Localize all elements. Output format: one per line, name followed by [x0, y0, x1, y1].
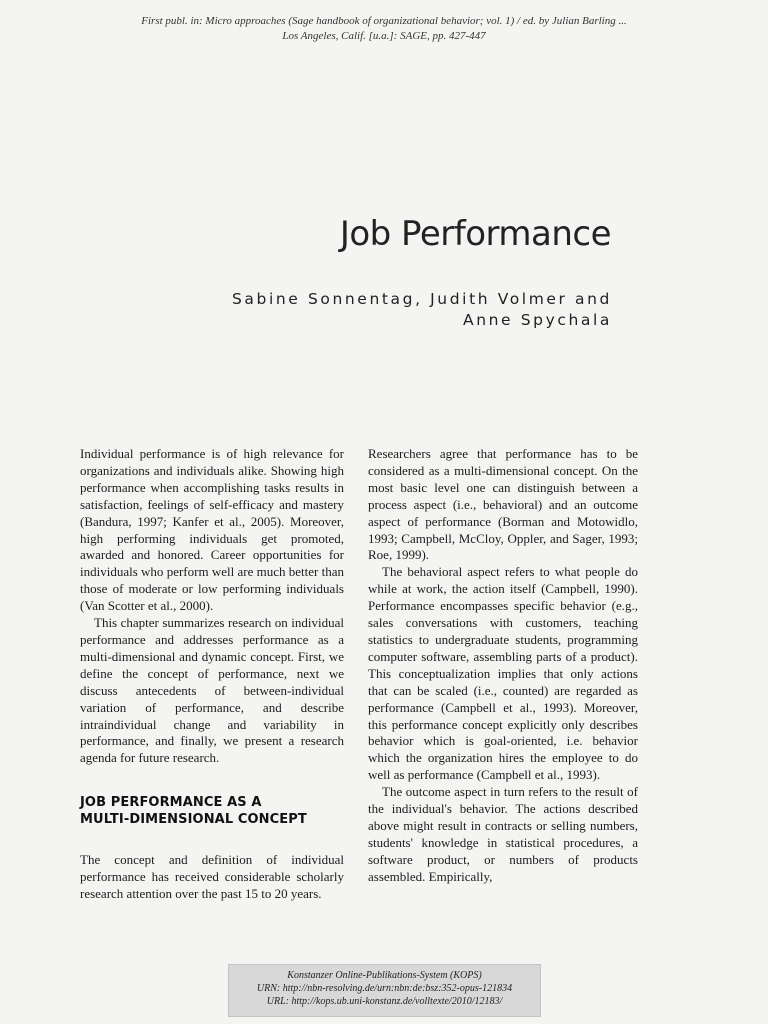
intro-paragraph-1: Individual performance is of high relevance for organizations and individuals alike. Showing high performance when accomplishing tasks results in satisfaction, feelings of self-efficacy and mastery (Bandura, 1997; Kanfer et al., 2005). Moreover, high performing individuals get promoted, awarded and honored. Career opportunities for individuals who perform well are much better than those of moderate or low performing individuals (Van Scotter et al., 2000). [80, 446, 344, 614]
authors-line-1: Sabine Sonnentag, Judith Volmer and [231, 290, 612, 308]
authors-line-2: Anne Spychala [462, 311, 612, 329]
section-heading-line-2: MULTI-DIMENSIONAL CONCEPT [80, 812, 307, 828]
right-paragraph-2: The behavioral aspect refers to what people do while at work, the action itself (Campbell, 1990). Performance encompasses specific behavior (e.g., sales conversations with customers, teaching statistics to undergraduate students, programming computer software, assembling parts of a product). This conceptualization implies that only actions that can be scaled (i.e., counted) are regarded as performance (Campbell et al., 1993). Moreover, this performance concept explicitly only describes behavior which is goal-oriented, i.e. behavior which the organization hires the employee to do well as performance (Campbell et al., 1993). [368, 564, 638, 783]
repository-urn: URN: http://nbn-resolving.de/urn:nbn:de:bsz:352-opus-121834 [256, 983, 513, 994]
publication-note-line-1: First publ. in: Micro approaches (Sage handbook of organizational behavior; vol. 1) / ed. by Julian Barling ... [141, 15, 627, 27]
publication-note-line-2: Los Angeles, Calif. [u.a.]: SAGE, pp. 427-447 [282, 30, 486, 42]
intro-paragraph-2: This chapter summarizes research on individual performance and addresses performance as a multi-dimensional and dynamic concept. First, we define the concept of performance, next we discuss antecedents of between-individual variation of performance, and describe intraindividual change and variability in performance, and finally, we present a research agenda for future research. [80, 615, 344, 766]
publication-note [60, 14, 708, 44]
section-heading-line-1: JOB PERFORMANCE AS A [80, 795, 262, 811]
left-column [80, 446, 344, 903]
section-heading [80, 794, 344, 828]
right-paragraph-1: Researchers agree that performance has to be considered as a multi-dimensional concept. On the most basic level one can distinguish between a process aspect (i.e., behavioral) and an outcome aspect of performance (Borman and Motowidlo, 1993; Campbell, McCloy, Oppler, and Sager, 1993; Roe, 1999). [368, 446, 638, 563]
repository-stamp-line-1: Konstanzer Online-Publikations-System (KOPS) [287, 970, 482, 981]
section-paragraph-1: The concept and definition of individual performance has received considerable scholarly research attention over the past 15 to 20 years. [80, 852, 344, 902]
author-list [232, 289, 612, 331]
article-title: Job Performance [339, 214, 611, 254]
right-column [368, 446, 638, 886]
repository-url: URL: http://kops.ub.uni-konstanz.de/volltexte/2010/12183/ [266, 996, 503, 1007]
right-paragraph-3: The outcome aspect in turn refers to the result of the individual's behavior. The actions described above might result in contracts or selling numbers, students' knowledge in statistical procedures, a software product, or numbers of products assembled. Empirically, [368, 784, 638, 884]
repository-stamp [228, 964, 541, 1017]
